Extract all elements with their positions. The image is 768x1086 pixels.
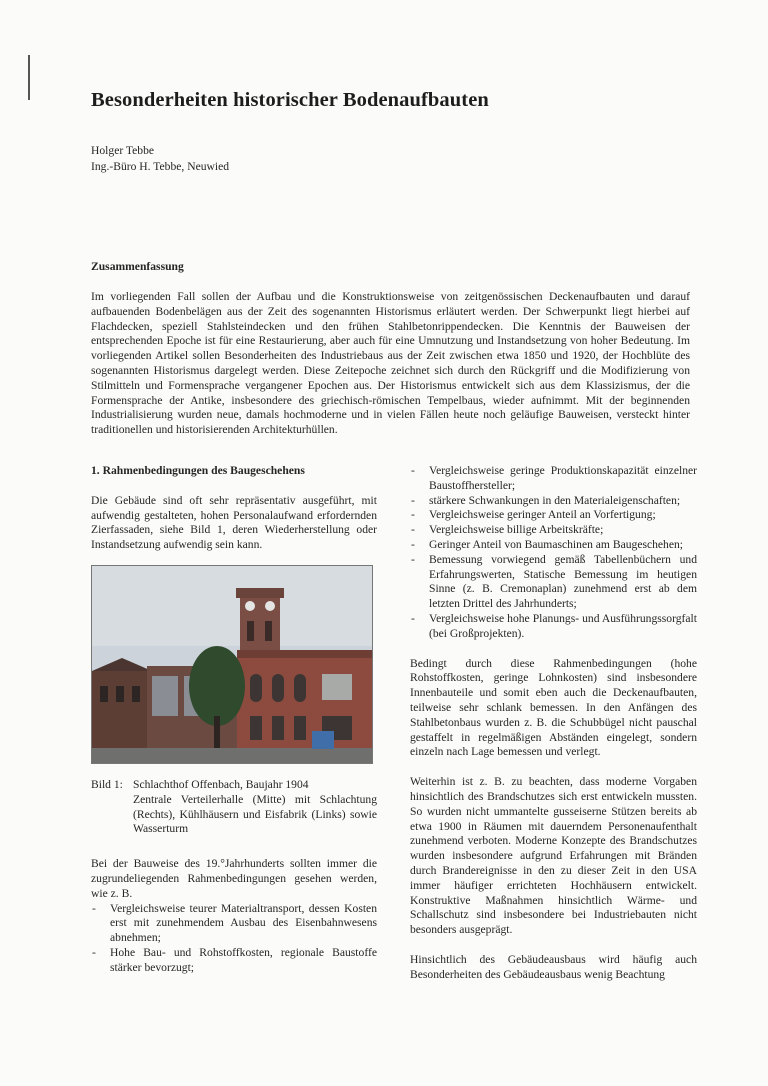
list-item: - Hohe Bau- und Rohstoffkosten, regionale Baustoffe stärker bevorzugt; — [91, 946, 377, 976]
list-item: - Bemessung vorwiegend gemäß Tabellenbüchern und Erfahrungswerten, Statische Bemessung im heutigen Sinne (z. B. Cremonaplan) zunehmend erst ab dem letzten Drittel des Jahrhunderts; — [410, 553, 697, 612]
margin-mark — [28, 55, 30, 100]
conditions-list-continued — [410, 464, 697, 642]
section-heading: 1. Rahmenbedingungen des Baugeschehens — [91, 464, 305, 477]
figure-label: Bild 1: — [91, 777, 123, 791]
list-item: - Geringer Anteil von Baumaschinen am Baugeschehen; — [410, 538, 697, 553]
author-affiliation: Ing.-Büro H. Tebbe, Neuwied — [91, 160, 230, 173]
list-item: - Vergleichsweise teurer Materialtransport, dessen Kosten erst mit zunehmendem Ausbau des Eisenbahnwesens abnehmen; — [91, 902, 377, 946]
figure-caption — [91, 778, 377, 837]
list-item: - Vergleichsweise geringe Produktionskapazität einzelner Baustoffhersteller; — [410, 464, 697, 494]
page-title: Besonderheiten historischer Bodenaufbauten — [91, 89, 489, 111]
slaughterhouse-photo — [92, 566, 372, 763]
abstract-text: Im vorliegenden Fall sollen der Aufbau und die Konstruktionsweise von zeitgenössischen Deckenaufbauten und darauf aufbauenden Bodenbelägen aus der Zeit des sogenannten Historismus erläutert werden. Der Schwerpunkt liegt hierbei auf Flachdecken, speziell Stahlsteindecken und den frühen Stahlbetonrippendecken. Die Kenntnis der Bauweisen der entsprechenden Epoche ist für eine Restaurierung, aber auch für eine Umnutzung und Instandsetzung von hoher Bedeutung. Im vorliegenden Artikel sollen Besonderheiten des Industriebaus aus der Zeit zwischen etwa 1850 und 1920, der Hochblüte des sogenannten Historismus dargelegt werden. Diese Zeitepoche zeichnet sich durch den Rückgriff und die Modifizierung von Stilmitteln und Formensprache vergangener Epochen aus. Der Historismus entwickelt sich aus dem Klassizismus, der die Formensprache der Antike, insbesondere des griechisch-römischen Tempelbaus, wieder aufnimmt. Mit der beginnenden Industrialisierung wurden neue, damals hochmoderne und in vielen Fällen heute noch geläufige Bauweisen, versteckt hinter traditionellen und historisierenden Architekturhüllen. — [91, 290, 690, 437]
list-item: - Vergleichsweise hohe Planungs- und Ausführungssorgfalt (bei Großprojekten). — [410, 612, 697, 642]
paragraph: Hinsichtlich des Gebäudeausbaus wird häufig auch Besonderheiten des Gebäudeausbaus wenig Beachtung — [410, 952, 697, 981]
paragraph: Weiterhin ist z. B. zu beachten, dass moderne Vorgaben hinsichtlich des Brandschutzes sich erst entwickeln mussten. So wurden nicht ummantelte gusseiserne Stützen bereits ab etwa 1900 in Räumen mit dauerndem Personenaufenthalt zunehmend verboten. Moderne Konzepte des Brandschutzes wurden insbesondere aufgrund Erfahrungen mit Bränden durch Brandereignisse in den zu dieser Zeit in den USA immer häufiger errichteten Hochhäusern entwickelt. Konstruktive Maßnahmen hinsichtlich Wärme- und Schallschutz sind insbesondere bei Industriebauten nicht besonders ausgeprägt. — [410, 775, 697, 937]
conditions-list — [91, 902, 377, 976]
list-item: - Vergleichsweise billige Arbeitskräfte; — [410, 523, 697, 538]
paragraph: Bei der Bauweise des 19.°Jahrhunderts sollten immer die zugrundeliegenden Rahmenbedingungen gesehen werden, wie z. B. — [91, 857, 377, 900]
abstract-heading: Zusammenfassung — [91, 260, 184, 273]
paragraph: Die Gebäude sind oft sehr repräsentativ ausgeführt, mit aufwendig gestalteten, hohen Personalaufwand erfordernden Zierfassaden, siehe Bild 1, deren Wiederherstellung oder Instandsetzung aufwendig sein kann. — [91, 493, 377, 552]
right-column — [410, 464, 697, 983]
list-item: - stärkere Schwankungen in den Materialeigenschaften; — [410, 494, 697, 509]
list-item: - Vergleichsweise geringer Anteil an Vorfertigung; — [410, 508, 697, 523]
figure-photo — [91, 565, 373, 764]
left-column — [91, 464, 377, 976]
author-name: Holger Tebbe — [91, 144, 155, 157]
caption-title: Schlachthof Offenbach, Baujahr 1904 — [133, 777, 309, 791]
caption-text: Zentrale Verteilerhalle (Mitte) mit Schlachtung (Rechts), Kühlhäusern und Eisfabrik (Links) sowie Wasserturm — [133, 792, 377, 836]
author-block — [91, 143, 229, 175]
paragraph: Bedingt durch diese Rahmenbedingungen (hohe Rohstoffkosten, geringe Lohnkosten) sind insbesondere Innenbauteile und somit eben auch die Deckenaufbauten, teilweise sehr schlank bemessen. In den Anfängen des Stahlbetonbaus wurden z. B. die Schubbügel nicht pauschal gestaffelt in regelmäßigen Abständen eingelegt, sondern einzeln nach Lage bemessen und verlegt. — [410, 656, 697, 759]
